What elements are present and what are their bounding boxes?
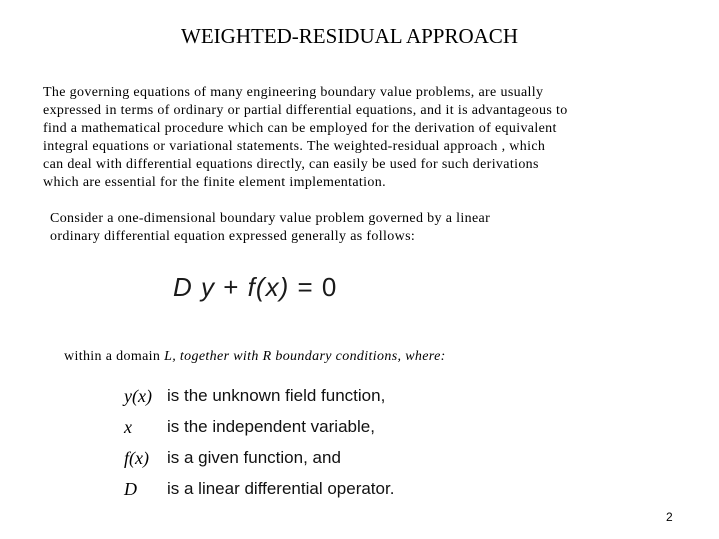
- definition-text: is the independent variable,: [167, 417, 375, 436]
- intro-line: The governing equations of many engineering boundary value problems, are usually: [43, 85, 544, 100]
- equation-equals-zero: = 0: [297, 272, 338, 302]
- governing-equation: [173, 272, 337, 303]
- intro-line: integral equations or variational statements. The weighted-residual approach , which: [43, 139, 546, 154]
- equation-f: f: [247, 272, 256, 302]
- definition-text: is the unknown field function,: [167, 386, 386, 405]
- definition-symbol: f(x): [124, 448, 149, 468]
- equation-plus: +: [223, 272, 240, 302]
- intro-line: find a mathematical procedure which can be employed for the derivation of equivalent: [43, 121, 557, 136]
- equation-y: y: [201, 272, 216, 302]
- domain-italic: L, together with R boundary conditions, where:: [164, 349, 446, 364]
- intro-paragraph: [43, 84, 643, 192]
- slide-title: [0, 24, 719, 49]
- definition-symbol: y(x): [124, 386, 152, 406]
- domain-prefix: within a domain: [64, 349, 165, 364]
- intro-line: which are essential for the finite element implementation.: [43, 175, 386, 190]
- intro-line: can deal with differential equations directly, can easily be used for such derivations: [43, 157, 539, 172]
- slide-title-text: WEIGHTED-RESIDUAL APPROACH: [181, 24, 518, 48]
- definition-symbol: x: [124, 417, 132, 437]
- consider-paragraph: [50, 210, 610, 246]
- page-number: 2: [666, 510, 673, 524]
- equation-operator-d: D: [173, 272, 193, 302]
- domain-statement: [64, 349, 446, 365]
- definition-text: is a given function, and: [167, 448, 341, 467]
- consider-line: Consider a one-dimensional boundary value problem governed by a linear: [50, 211, 491, 226]
- equation-x-arg: (x): [255, 272, 290, 302]
- definition-symbol: D: [124, 479, 137, 499]
- consider-line: ordinary differential equation expressed generally as follows:: [50, 229, 416, 244]
- definition-text: is a linear differential operator.: [167, 479, 395, 498]
- intro-line: expressed in terms of ordinary or partial differential equations, and it is advantageous to: [43, 103, 568, 118]
